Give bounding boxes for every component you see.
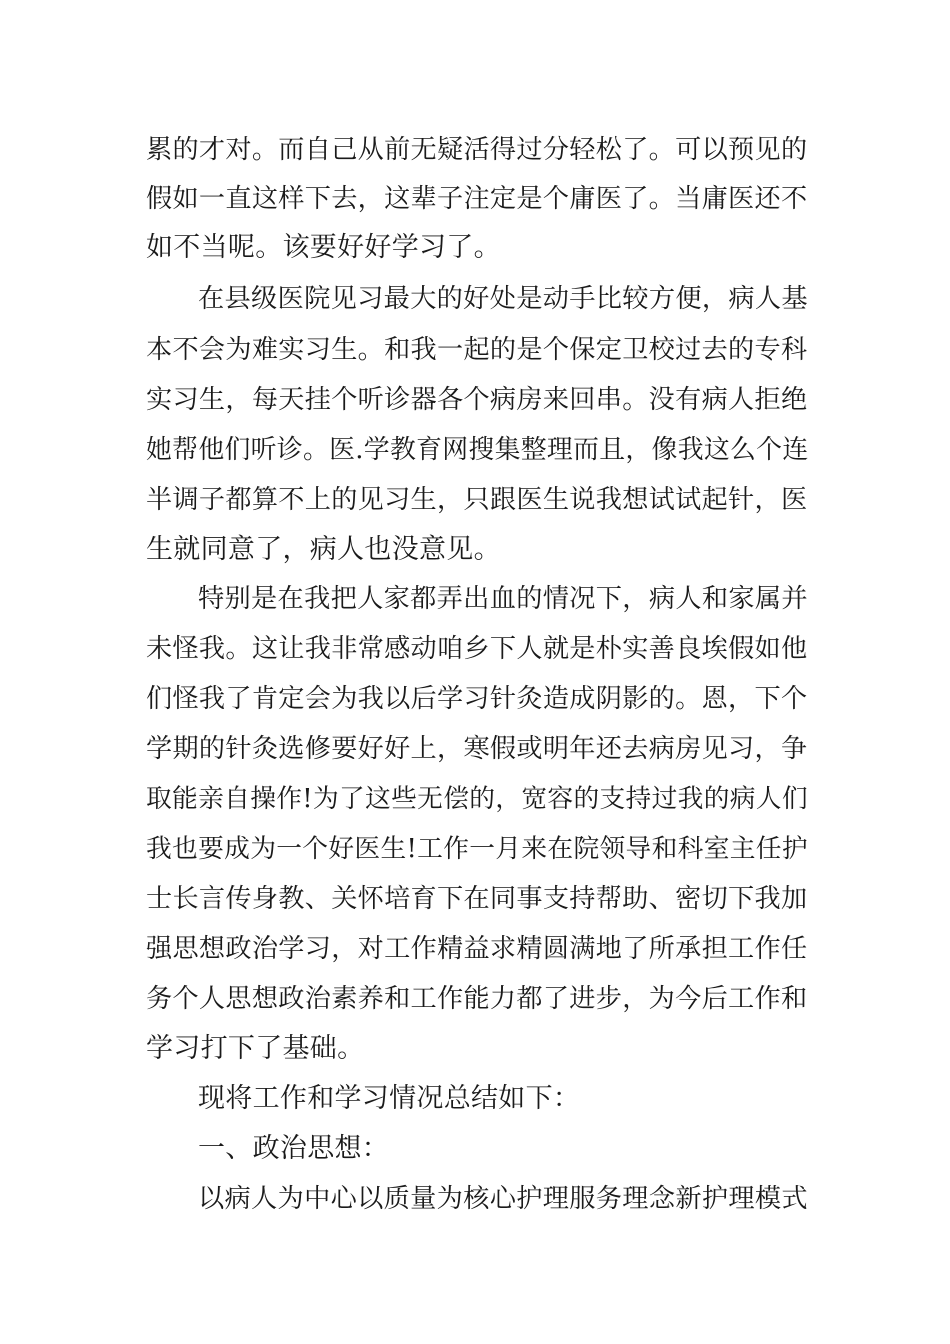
text-line: 我也要成为一个好医生!工作一月来在院领导和科室主任护	[146, 834, 808, 864]
text-line: 以病人为中心以质量为核心护理服务理念新护理模式	[198, 1184, 808, 1214]
text-line: 本不会为难实习生。和我一起的是个保定卫校过去的专科	[146, 335, 808, 365]
text-line: 半调子都算不上的见习生，只跟医生说我想试试起针，医	[146, 485, 808, 515]
text-line: 未怪我。这让我非常感动咱乡下人就是朴实善良埃假如他	[146, 634, 808, 664]
text-line: 取能亲自操作!为了这些无偿的，宽容的支持过我的病人们	[146, 784, 808, 814]
text-line: 学期的针灸选修要好好上，寒假或明年还去病房见习，争	[146, 734, 808, 764]
text-line: 她帮他们听诊。医.学教育网搜集整理而且，像我这么个连	[146, 435, 809, 465]
text-line: 学习打下了基础。	[146, 1033, 365, 1064]
text-line: 们怪我了肯定会为我以后学习针灸造成阴影的。恩，下个	[146, 684, 808, 714]
text-line: 在县级医院见习最大的好处是动手比较方便，病人基	[198, 284, 808, 314]
text-line: 如不当呢。该要好好学习了。	[146, 232, 501, 263]
text-line: 实习生，每天挂个听诊器各个病房来回串。没有病人拒绝	[146, 385, 808, 415]
text-line: 现将工作和学习情况总结如下：	[198, 1083, 581, 1114]
text-line: 生就同意了，病人也没意见。	[146, 534, 501, 565]
text-line: 士长言传身教、关怀培育下在同事支持帮助、密切下我加	[146, 884, 808, 914]
text-line: 务个人思想政治素养和工作能力都了进步，为今后工作和	[146, 984, 808, 1014]
text-line: 假如一直这样下去，这辈子注定是个庸医了。当庸医还不	[146, 184, 808, 214]
text-line: 一、政治思想：	[198, 1133, 390, 1164]
text-line: 特别是在我把人家都弄出血的情况下，病人和家属并	[198, 584, 808, 614]
text-line: 累的才对。而自己从前无疑活得过分轻松了。可以预见的	[146, 135, 808, 165]
text-line: 强思想政治学习，对工作精益求精圆满地了所承担工作任	[146, 934, 808, 964]
